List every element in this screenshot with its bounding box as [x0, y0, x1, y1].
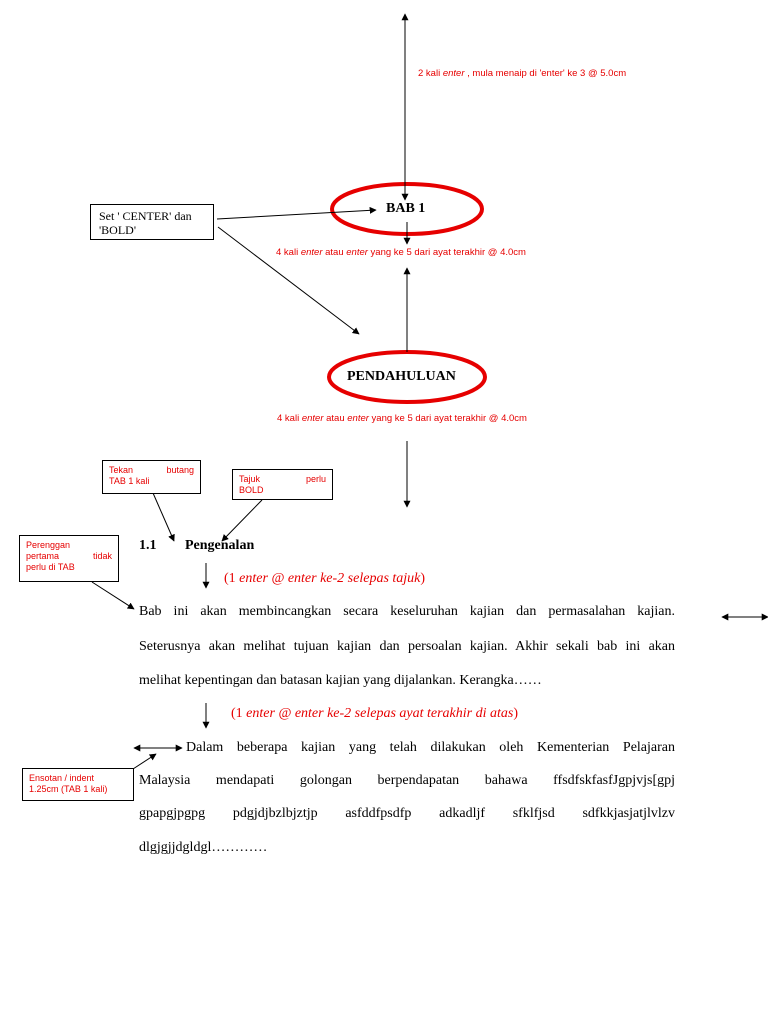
tab-box — [102, 460, 201, 494]
ensotan-box-line2: 1.25cm (TAB 1 kali) — [29, 784, 108, 794]
perenggan-box-line3: perlu di TAB — [26, 562, 75, 572]
paragraph2-line1: Dalam beberapa kajian yang telah dilakukan oleh Kementerian Pelajaran — [186, 740, 675, 755]
center-bold-arrow-to-bab — [217, 210, 376, 219]
ensotan-box-line1: Ensotan / indent — [29, 773, 95, 783]
bab-spacing-note: 4 kali enter atau enter yang ke 5 dari ayat terakhir @ 4.0cm — [276, 247, 526, 258]
paragraph2-line2: Malaysia mendapati golongan berpendapatan bahawa ffsdfskfasfJgpjvjs[gpj — [139, 773, 675, 788]
center-bold-line1: Set ' CENTER' dan — [99, 209, 192, 223]
tajuk-box-line2: BOLD — [239, 485, 264, 495]
perenggan-box-line2: pertama tidak — [26, 551, 112, 561]
tab-box-line2: TAB 1 kali — [109, 476, 150, 486]
center-bold-arrow-to-pendahuluan — [218, 227, 359, 334]
paragraph1-line3: melihat kepentingan dan batasan kajian yang dijalankan. Kerangka…… — [139, 673, 542, 688]
center-bold-box — [90, 204, 214, 240]
tajuk-arrow — [222, 500, 262, 541]
enter-note-after-paragraph: (1 enter @ enter ke-2 selepas ayat terakhir di atas) — [231, 706, 518, 721]
tajuk-box — [232, 469, 333, 500]
section-title: Pengenalan — [185, 538, 255, 553]
perenggan-box-line1: Perenggan — [26, 540, 71, 550]
top-spacing-note: 2 kali enter , mula menaip di 'enter' ke 3 @ 5.0cm — [418, 68, 627, 79]
chapter-title: PENDAHULUAN — [347, 369, 456, 384]
paragraph1-line2: Seterusnya akan melihat tujuan kajian dan persoalan kajian. Akhir sekali bab ini akan — [139, 639, 675, 654]
section-number: 1.1 — [139, 538, 157, 553]
paragraph2-line4: dlgjgjjdgldgl………… — [139, 840, 268, 855]
ensotan-arrow — [133, 754, 156, 769]
tab-box-line1: Tekan butang — [109, 465, 194, 475]
perenggan-arrow — [92, 582, 134, 609]
tajuk-box-line1: Tajuk perlu — [239, 474, 326, 484]
chapter-heading: BAB 1 — [386, 201, 426, 216]
pendahuluan-spacing-note: 4 kali enter atau enter yang ke 5 dari ayat terakhir @ 4.0cm — [277, 413, 527, 424]
perenggan-box — [19, 535, 119, 582]
tab-arrow — [153, 493, 174, 541]
paragraph2-line3: gpapgjpgpg pdgjdjbzlbjztjp asfddfpsdfp adkadljf sfklfjsd sdfkkjasjatjlvlzv — [139, 806, 675, 821]
center-bold-line2: 'BOLD' — [99, 223, 136, 237]
enter-note-after-title: (1 enter @ enter ke-2 selepas tajuk) — [224, 571, 426, 586]
ensotan-box — [22, 768, 134, 801]
paragraph1-line1: Bab ini akan membincangkan secara keseluruhan kajian dan permasalahan kajian. — [139, 604, 675, 619]
